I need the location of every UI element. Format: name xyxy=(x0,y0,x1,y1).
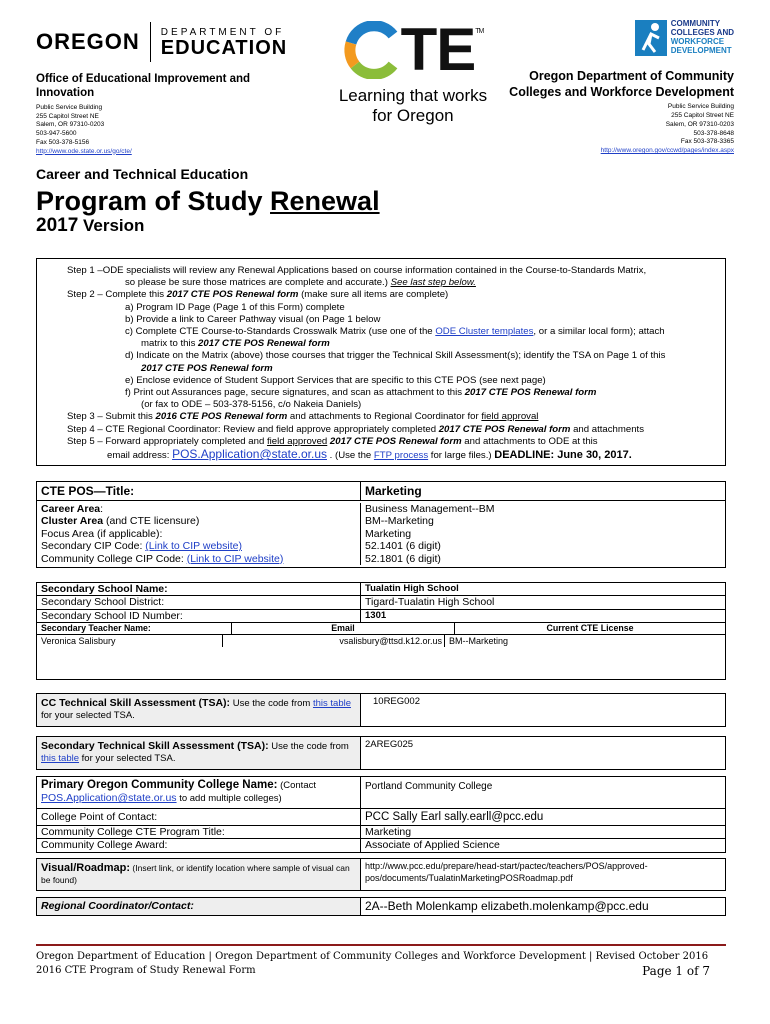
ccwd-url-link[interactable]: http://www.oregon.gov/ccwd/pages/index.aspx xyxy=(600,147,734,155)
college-contact-email-link[interactable]: POS.Application@state.or.us xyxy=(41,792,177,805)
step-5-form: 2017 CTE POS Renewal form xyxy=(327,435,462,447)
step-5-email xyxy=(67,448,715,462)
step-2c-cont-text: matrix to this xyxy=(141,338,199,350)
page-title-renewal: Renewal xyxy=(270,186,380,216)
email-post: for large files.) xyxy=(428,450,495,462)
table-row xyxy=(37,623,725,635)
college-award-value[interactable]: Associate of Applied Science xyxy=(365,839,500,852)
page-number: Page 1 of 7 xyxy=(642,964,710,978)
cc-cip-label xyxy=(37,553,361,565)
ccwd-figure-icon xyxy=(635,20,667,56)
license-header: Current CTE License xyxy=(546,623,634,634)
ode-address-line: Salem, OR 97310-0203 xyxy=(36,121,105,129)
step-1-text: so please be sure those matrices are complete and accurate.) xyxy=(125,277,391,289)
cc-tsa-table xyxy=(36,693,726,727)
step-1: Step 1 –ODE specialists will review any Renewal Applications based on course information contained in the Course-to-Standards Matrix, xyxy=(67,265,647,276)
version-label: Version xyxy=(78,216,145,235)
pos-application-email-link[interactable]: POS.Application@state.or.us xyxy=(172,447,327,462)
focus-area-label: Focus Area (if applicable): xyxy=(37,528,361,540)
cip-label xyxy=(37,540,361,552)
college-award-label: Community College Award: xyxy=(37,839,361,851)
table-row xyxy=(37,540,725,552)
ode-address-line: Fax 503-378-5156 xyxy=(36,138,90,146)
ccwd-logo-line: WORKFORCE xyxy=(670,37,725,46)
ccwd-logo xyxy=(635,20,734,56)
secondary-tsa-table xyxy=(36,736,726,770)
cc-tsa-value[interactable]: 10REG002 xyxy=(373,696,421,707)
step-3-field-approval: field approval xyxy=(481,411,539,423)
cc-cip-value[interactable]: 52.1801 (6 digit) xyxy=(365,552,441,565)
step-4-post: and attachments xyxy=(570,423,645,435)
visual-roadmap-url-line: http://www.pcc.edu/prepare/head-start/pactec/teachers/POS/approved- xyxy=(365,861,648,871)
version-year: 2017 xyxy=(36,215,79,236)
see-last-step-link[interactable]: See last step below. xyxy=(390,277,476,289)
step-3-text: Step 3 – Submit this xyxy=(67,411,156,423)
table-row xyxy=(37,528,725,540)
step-2 xyxy=(67,289,715,301)
cc-tsa-label-rest: Use the code from xyxy=(230,698,313,709)
step-2d: d) Indicate on the Matrix (above) those courses that trigger the Technical Skill Assessment(s); identify the TSA on Page 1 of this xyxy=(125,350,666,362)
step-2-form: 2017 CTE POS Renewal form xyxy=(166,289,299,301)
pos-title-label: CTE POS—Title: xyxy=(37,482,361,500)
cip-label-text: Secondary CIP Code: xyxy=(41,540,146,553)
table-row xyxy=(37,596,725,609)
step-2c-form: 2017 CTE POS Renewal form xyxy=(198,338,330,350)
cte-tagline-line: Learning that works xyxy=(338,86,488,105)
table-row xyxy=(37,826,725,839)
cluster-value[interactable]: BM--Marketing xyxy=(365,515,434,528)
college-name-label xyxy=(37,777,361,808)
footer-line-1: Oregon Department of Education | Oregon Department of Community Colleges and Workforce Development | Revised October 2016 xyxy=(36,951,709,962)
teacher-email-value[interactable]: vsalisbury@ttsd.k12.or.us xyxy=(223,635,445,647)
table-row xyxy=(37,898,725,915)
career-area-label-text: Career Area xyxy=(41,503,101,515)
cte-logo-te: TE xyxy=(400,16,476,83)
table-row xyxy=(37,777,725,809)
ccwd-address-line: Salem, OR 97310-0203 xyxy=(665,120,734,128)
email-header: Email xyxy=(232,623,455,634)
table-row xyxy=(37,809,725,826)
coordinator-label: Regional Coordinator/Contact: xyxy=(37,898,361,915)
career-area-value[interactable]: Business Management--BM xyxy=(365,503,495,515)
step-5-text: Step 5 – Forward appropriately completed and xyxy=(67,435,267,447)
ccwd-logo-line: DEVELOPMENT xyxy=(670,45,732,55)
footer-divider xyxy=(36,944,726,946)
college-name-label-tail: to add multiple colleges) xyxy=(176,793,282,805)
teacher-name-value[interactable]: Veronica Salisbury xyxy=(37,635,223,647)
table-row xyxy=(37,859,725,890)
college-contact-value[interactable]: PCC Sally Earl sally.earll@pcc.edu xyxy=(365,810,544,823)
step-4-text: Step 4 – CTE Regional Coordinator: Review and field approve appropriately completed xyxy=(67,423,439,435)
visual-roadmap-value[interactable] xyxy=(361,859,725,890)
visual-roadmap-url-line: pos/documents/TualatinMarketingPOSRoadmap.pdf xyxy=(365,872,573,883)
coordinator-value[interactable]: 2A--Beth Molenkamp elizabeth.molenkamp@pcc.edu xyxy=(365,899,649,913)
cte-tagline xyxy=(328,86,498,125)
cc-cip-website-link[interactable]: (Link to CIP website) xyxy=(186,552,284,565)
cc-tsa-table-link[interactable]: this table xyxy=(312,698,351,709)
step-2d-form: 2017 CTE POS Renewal form xyxy=(141,362,273,374)
step-1-cont xyxy=(67,277,715,289)
cluster-label-bold: Cluster Area xyxy=(41,515,104,528)
step-5-field-approved: field approved xyxy=(266,435,328,447)
college-name-label-rest: (Contact xyxy=(277,780,316,791)
ccwd-address xyxy=(494,103,734,156)
ccwd-address-line: 255 Capitol Street NE xyxy=(671,112,734,120)
sec-tsa-label xyxy=(37,737,361,769)
table-row xyxy=(37,694,725,726)
ode-url-link[interactable]: http://www.ode.state.or.us/go/cte/ xyxy=(36,147,132,155)
step-2a: a) Program ID Page (Page 1 of this Form) complete xyxy=(125,301,345,313)
teacher-name-header: Secondary Teacher Name: xyxy=(37,623,232,634)
cluster-label xyxy=(37,515,361,527)
step-3 xyxy=(67,411,715,423)
step-2c-cont xyxy=(67,338,715,350)
career-area-label: Career Area: xyxy=(37,503,361,515)
step-2-text: Step 2 – Complete this xyxy=(67,289,167,301)
sec-tsa-label-tail: for your selected TSA. xyxy=(79,753,176,765)
ccwd-header xyxy=(494,20,734,156)
version-title xyxy=(36,215,144,237)
instructions-box xyxy=(36,258,726,466)
table-row xyxy=(37,501,725,515)
ode-cluster-templates-link[interactable]: ODE Cluster templates xyxy=(435,326,534,338)
cluster-label-rest: (and CTE licensure) xyxy=(103,515,200,528)
ode-address-line: Public Service Building xyxy=(36,103,103,111)
step-2f-text: f) Print out Assurances page, secure signatures, and scan as attachment to this xyxy=(125,387,465,399)
ode-logo-oregon: OREGON xyxy=(36,29,140,54)
cte-logo xyxy=(328,16,498,125)
school-name-value[interactable]: Tualatin High School xyxy=(365,583,459,594)
college-name-value[interactable]: Portland Community College xyxy=(365,781,493,792)
step-2-post: (make sure all items are complete) xyxy=(298,289,449,301)
step-5-post: and attachments to ODE at this xyxy=(461,435,598,447)
ode-header xyxy=(36,22,296,156)
pos-title-value[interactable]: Marketing xyxy=(365,484,422,498)
office-title: Office of Educational Improvement and Innovation xyxy=(36,73,251,100)
cte-tagline-line: for Oregon xyxy=(372,105,454,125)
step-3-form: 2016 CTE POS Renewal form xyxy=(155,411,288,423)
footer-line-2 xyxy=(36,964,726,978)
visual-roadmap-label-bold: Visual/Roadmap: xyxy=(41,862,131,874)
sec-tsa-table-link[interactable]: this table xyxy=(41,753,80,765)
cip-website-link[interactable]: (Link to CIP website) xyxy=(145,540,242,553)
footer xyxy=(36,950,726,978)
program-table xyxy=(36,481,726,568)
ode-address-line: 503-947-5600 xyxy=(36,130,77,138)
ccwd-logo-line: COMMUNITY xyxy=(670,19,721,29)
sec-tsa-label-rest: Use the code from xyxy=(268,741,349,752)
step-2f xyxy=(67,387,715,399)
visual-roadmap-table xyxy=(36,858,726,891)
step-2c-text: c) Complete CTE Course-to-Standards Crosswalk Matrix (use one of the xyxy=(125,326,436,338)
school-table xyxy=(36,582,726,680)
ccwd-address-line: 503-378-8648 xyxy=(693,129,734,137)
page-title-prefix: Program of Study xyxy=(36,186,271,216)
table-row xyxy=(37,515,725,527)
trademark: TM xyxy=(475,28,484,35)
section-title: Career and Technical Education xyxy=(36,166,249,182)
step-3-mid: and attachments to Regional Coordinator for xyxy=(287,411,482,423)
table-row xyxy=(37,583,725,596)
step-2f-form: 2017 CTE POS Renewal form xyxy=(464,387,597,399)
focus-area-value[interactable]: Marketing xyxy=(365,527,412,540)
table-row xyxy=(37,482,725,501)
ccwd-title: Oregon Department of Community Colleges and Workforce Development xyxy=(509,69,734,99)
cc-cip-label-text: Community College CIP Code: xyxy=(41,552,187,565)
ode-logo-department: DEPARTMENT OF xyxy=(160,26,285,38)
cc-tsa-label-tail: for your selected TSA. xyxy=(41,710,135,722)
ode-address-line: 255 Capitol Street NE xyxy=(36,112,99,120)
table-row xyxy=(37,839,725,851)
table-row xyxy=(37,610,725,623)
ode-logo-education: EDUCATION xyxy=(160,36,288,59)
email-mid: . (Use the xyxy=(327,450,374,462)
step-4-form: 2017 CTE POS Renewal form xyxy=(438,423,571,435)
cte-c-icon xyxy=(343,21,401,79)
table-row xyxy=(37,737,725,769)
college-table xyxy=(36,776,726,853)
college-contact-label: College Point of Contact: xyxy=(37,809,361,825)
sec-tsa-label-bold: Secondary Technical Skill Assessment (TSA): xyxy=(41,740,269,752)
ode-address xyxy=(36,104,296,157)
table-row xyxy=(37,553,725,567)
cc-tsa-label xyxy=(37,694,361,726)
ode-logo xyxy=(36,22,296,62)
page-title xyxy=(36,186,380,217)
college-program-value[interactable]: Marketing xyxy=(365,825,412,838)
ccwd-logo-line: COLLEGES AND xyxy=(670,28,734,38)
sec-tsa-value[interactable]: 2AREG025 xyxy=(365,739,414,750)
deadline: DEADLINE: June 30, 2017. xyxy=(494,449,632,462)
college-program-label: Community College CTE Program Title: xyxy=(37,826,361,838)
cte-logo-wordmark xyxy=(328,16,498,83)
visual-roadmap-label-rest: (Insert link, or identify location where sample of visual can be found) xyxy=(41,863,350,886)
table-spacer xyxy=(37,647,725,679)
step-5 xyxy=(67,436,715,448)
college-name-label-bold: Primary Oregon Community College Name: xyxy=(41,779,278,791)
step-2c xyxy=(67,326,715,338)
step-4 xyxy=(67,424,715,436)
ftp-process-link[interactable]: FTP process xyxy=(373,450,429,462)
teacher-license-value[interactable]: BM--Marketing xyxy=(449,636,509,647)
coordinator-table xyxy=(36,897,726,916)
cip-value[interactable]: 52.1401 (6 digit) xyxy=(365,540,441,553)
email-label: email address: xyxy=(107,450,173,462)
logo-divider xyxy=(150,22,151,62)
step-2f-fax: (or fax to ODE – 503-378-5156, c/o Nakeia Daniels) xyxy=(141,399,362,411)
school-id-label: Secondary School ID Number: xyxy=(37,610,361,622)
step-2c-post: , or a similar local form); attach xyxy=(533,326,665,338)
ccwd-address-line: Public Service Building xyxy=(667,103,734,111)
school-district-label: Secondary School District: xyxy=(37,596,361,608)
school-district-value[interactable]: Tigard-Tualatin High School xyxy=(365,596,495,609)
ccwd-address-line: Fax 503-378-3365 xyxy=(680,138,734,146)
step-2b: b) Provide a link to Career Pathway visual (on Page 1 below xyxy=(125,313,381,325)
school-name-label: Secondary School Name: xyxy=(37,583,361,595)
table-row xyxy=(37,635,725,647)
visual-roadmap-label xyxy=(37,859,361,890)
school-id-value[interactable]: 1301 xyxy=(365,609,387,621)
cc-tsa-label-bold: CC Technical Skill Assessment (TSA): xyxy=(41,697,231,709)
step-2e: e) Enclose evidence of Student Support Services that are specific to this CTE POS (see next page) xyxy=(125,374,546,386)
footer-form-name: 2016 CTE Program of Study Renewal Form xyxy=(36,965,256,976)
